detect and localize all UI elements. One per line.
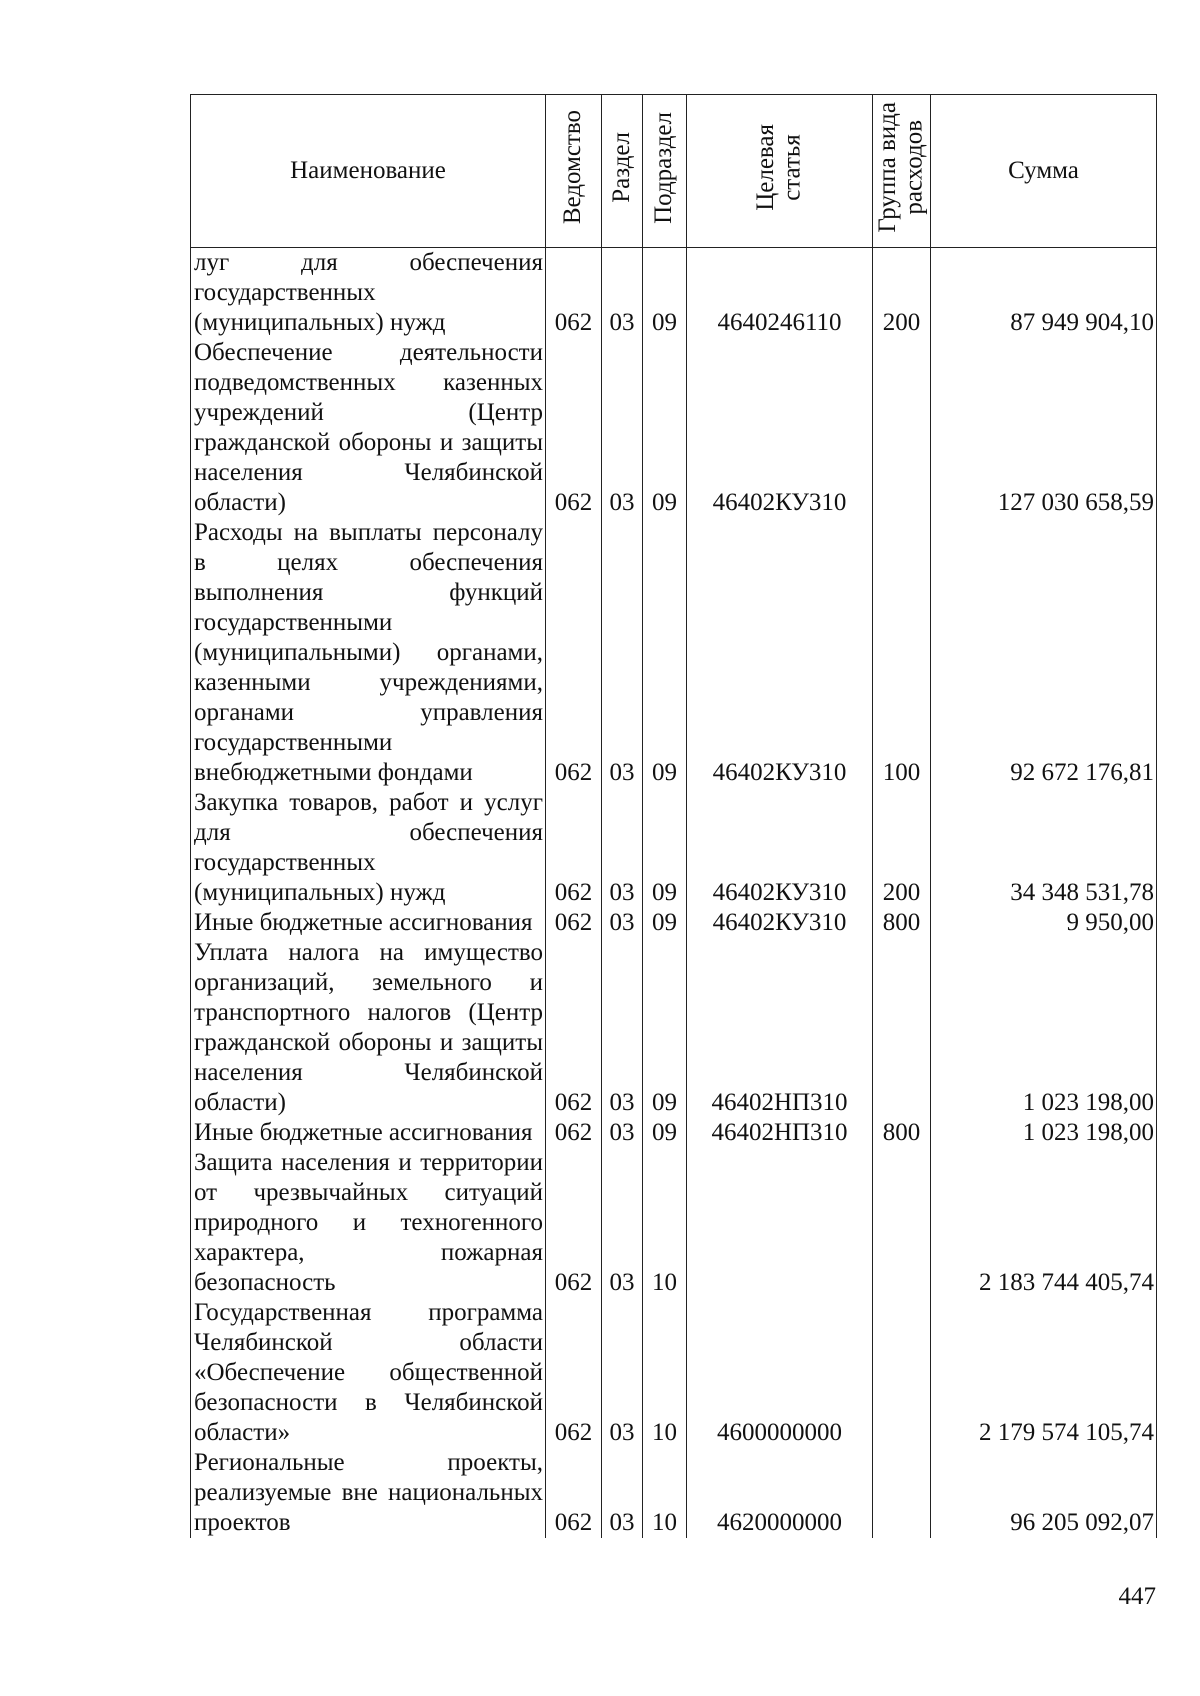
header-gruppa bbox=[873, 95, 931, 248]
cell-vedomstvo: 062 bbox=[546, 1118, 602, 1148]
header-razdel-label: Раздел bbox=[607, 132, 635, 203]
cell-podrazdel: 10 bbox=[643, 1148, 687, 1298]
cell-razdel: 03 bbox=[602, 518, 643, 788]
cell-celevaya bbox=[687, 1148, 873, 1298]
cell-podrazdel: 09 bbox=[643, 908, 687, 938]
cell-gruppa bbox=[873, 1448, 931, 1538]
cell-gruppa bbox=[873, 338, 931, 518]
cell-summa: 34 348 531,78 bbox=[931, 788, 1157, 908]
cell-name: Защита населения и территории от чрезвычайных ситуаций природного и техногенного характера, пожарная безопасность bbox=[191, 1148, 546, 1298]
cell-name: Иные бюджетные ассигнования bbox=[191, 1118, 546, 1148]
cell-vedomstvo: 062 bbox=[546, 1448, 602, 1538]
table-row bbox=[191, 338, 1157, 518]
cell-celevaya: 4640246110 bbox=[687, 248, 873, 339]
cell-razdel: 03 bbox=[602, 248, 643, 339]
cell-podrazdel: 09 bbox=[643, 938, 687, 1118]
cell-summa: 127 030 658,59 bbox=[931, 338, 1157, 518]
table-row bbox=[191, 788, 1157, 908]
cell-vedomstvo: 062 bbox=[546, 248, 602, 339]
cell-gruppa: 100 bbox=[873, 518, 931, 788]
cell-vedomstvo: 062 bbox=[546, 938, 602, 1118]
cell-gruppa: 800 bbox=[873, 1118, 931, 1148]
cell-razdel: 03 bbox=[602, 1148, 643, 1298]
cell-celevaya: 46402КУ310 bbox=[687, 788, 873, 908]
cell-vedomstvo: 062 bbox=[546, 338, 602, 518]
cell-summa: 9 950,00 bbox=[931, 908, 1157, 938]
cell-celevaya: 46402НП310 bbox=[687, 938, 873, 1118]
cell-celevaya: 4620000000 bbox=[687, 1448, 873, 1538]
cell-razdel: 03 bbox=[602, 1298, 643, 1448]
cell-podrazdel: 09 bbox=[643, 518, 687, 788]
header-razdel bbox=[602, 95, 643, 248]
cell-summa: 92 672 176,81 bbox=[931, 518, 1157, 788]
table-row bbox=[191, 1298, 1157, 1448]
header-vedomstvo-label: Ведомство bbox=[559, 110, 587, 225]
table-row bbox=[191, 908, 1157, 938]
cell-gruppa: 800 bbox=[873, 908, 931, 938]
table-row bbox=[191, 518, 1157, 788]
budget-table bbox=[190, 94, 1157, 1538]
cell-podrazdel: 10 bbox=[643, 1448, 687, 1538]
cell-name: Расходы на выплаты персоналу в целях обеспечения выполнения функций государственными (муниципальными) органами, казенными учреждениями, органами управления государственными внебюджетными фондами bbox=[191, 518, 546, 788]
cell-razdel: 03 bbox=[602, 338, 643, 518]
cell-vedomstvo: 062 bbox=[546, 788, 602, 908]
table-row bbox=[191, 248, 1157, 339]
cell-gruppa: 200 bbox=[873, 788, 931, 908]
cell-celevaya: 46402КУ310 bbox=[687, 908, 873, 938]
cell-name: Государственная программа Челябинской области «Обеспечение общественной безопасности в Челябинской области» bbox=[191, 1298, 546, 1448]
cell-name: Региональные проекты, реализуемые вне национальных проектов bbox=[191, 1448, 546, 1538]
cell-podrazdel: 09 bbox=[643, 338, 687, 518]
cell-gruppa: 200 bbox=[873, 248, 931, 339]
cell-gruppa bbox=[873, 1298, 931, 1448]
cell-podrazdel: 09 bbox=[643, 788, 687, 908]
header-gruppa-label: Группа вида расходов bbox=[874, 102, 928, 233]
cell-razdel: 03 bbox=[602, 1118, 643, 1148]
cell-razdel: 03 bbox=[602, 1448, 643, 1538]
cell-podrazdel: 10 bbox=[643, 1298, 687, 1448]
cell-vedomstvo: 062 bbox=[546, 908, 602, 938]
header-podrazdel bbox=[643, 95, 687, 248]
cell-podrazdel: 09 bbox=[643, 248, 687, 339]
cell-celevaya: 4600000000 bbox=[687, 1298, 873, 1448]
header-celevaya-label: Целевая статья bbox=[752, 124, 806, 211]
cell-name: луг для обеспечения государственных (муниципальных) нужд bbox=[191, 248, 546, 339]
cell-celevaya: 46402КУ310 bbox=[687, 518, 873, 788]
cell-gruppa bbox=[873, 938, 931, 1118]
cell-celevaya: 46402НП310 bbox=[687, 1118, 873, 1148]
cell-name: Уплата налога на имущество организаций, земельного и транспортного налогов (Центр гражданской обороны и защиты населения Челябинской области) bbox=[191, 938, 546, 1118]
cell-name: Закупка товаров, работ и услуг для обеспечения государственных (муниципальных) нужд bbox=[191, 788, 546, 908]
cell-vedomstvo: 062 bbox=[546, 518, 602, 788]
cell-vedomstvo: 062 bbox=[546, 1298, 602, 1448]
cell-gruppa bbox=[873, 1148, 931, 1298]
table-row bbox=[191, 1118, 1157, 1148]
cell-summa: 1 023 198,00 bbox=[931, 1118, 1157, 1148]
cell-summa: 96 205 092,07 bbox=[931, 1448, 1157, 1538]
cell-vedomstvo: 062 bbox=[546, 1148, 602, 1298]
header-podrazdel-label: Подраздел bbox=[650, 111, 678, 224]
cell-celevaya: 46402КУ310 bbox=[687, 338, 873, 518]
header-vedomstvo bbox=[546, 95, 602, 248]
table-body bbox=[191, 248, 1157, 1539]
cell-summa: 87 949 904,10 bbox=[931, 248, 1157, 339]
cell-razdel: 03 bbox=[602, 938, 643, 1118]
cell-summa: 1 023 198,00 bbox=[931, 938, 1157, 1118]
cell-name: Иные бюджетные ассигнования bbox=[191, 908, 546, 938]
cell-summa: 2 183 744 405,74 bbox=[931, 1148, 1157, 1298]
header-name: Наименование bbox=[191, 95, 546, 248]
cell-razdel: 03 bbox=[602, 788, 643, 908]
header-summa: Сумма bbox=[931, 95, 1157, 248]
table-header bbox=[191, 95, 1157, 248]
header-celevaya bbox=[687, 95, 873, 248]
cell-podrazdel: 09 bbox=[643, 1118, 687, 1148]
table-row bbox=[191, 1448, 1157, 1538]
cell-summa: 2 179 574 105,74 bbox=[931, 1298, 1157, 1448]
cell-razdel: 03 bbox=[602, 908, 643, 938]
page-number: 447 bbox=[1118, 1583, 1156, 1610]
table-row bbox=[191, 1148, 1157, 1298]
table-row bbox=[191, 938, 1157, 1118]
cell-name: Обеспечение деятельности подведомственных казенных учреждений (Центр гражданской обороны и защиты населения Челябинской области) bbox=[191, 338, 546, 518]
